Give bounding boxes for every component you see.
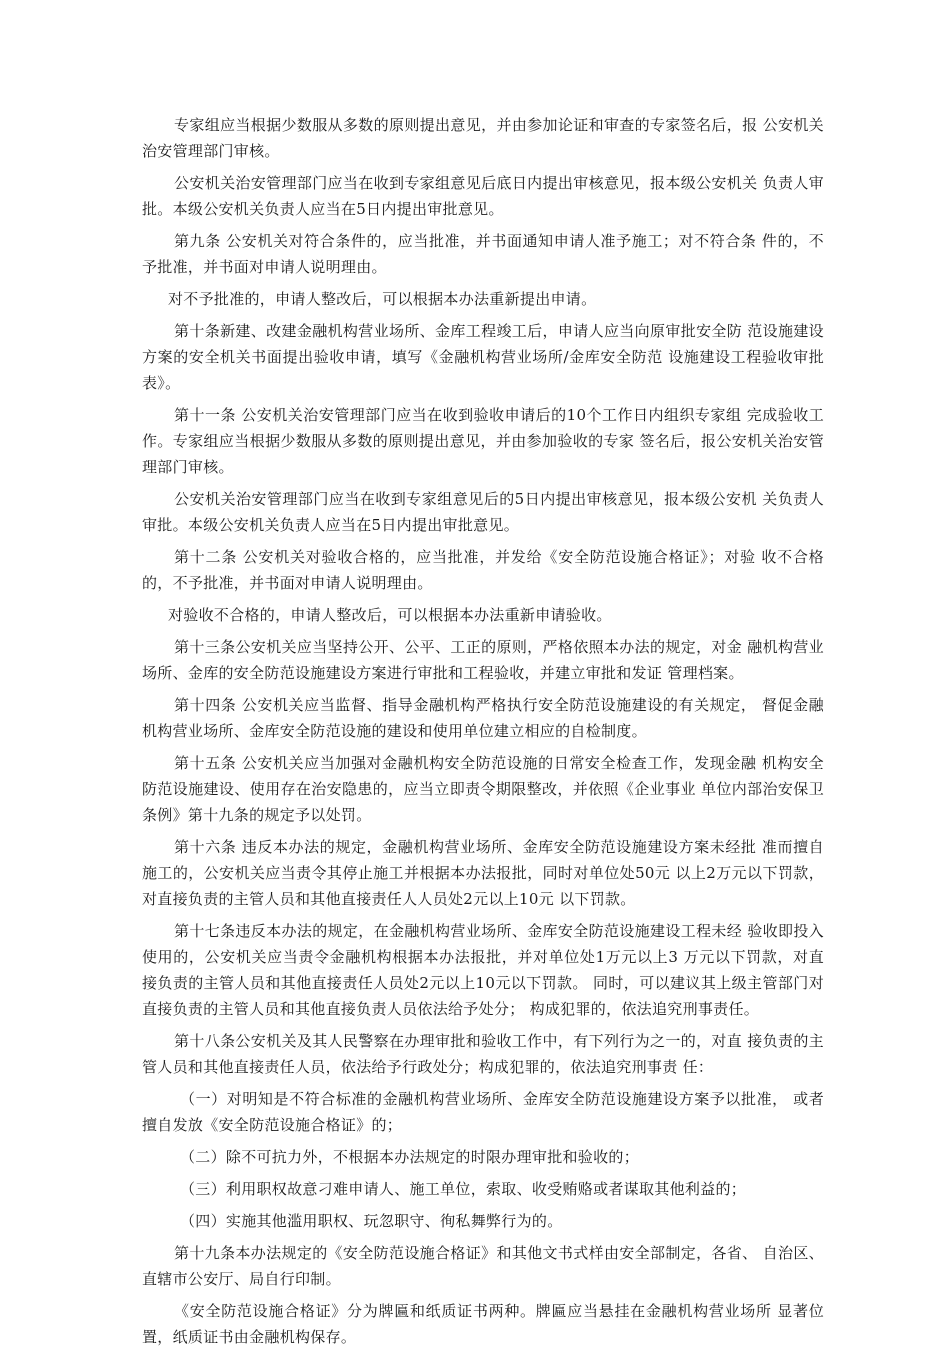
paragraph-article-19: 第十九条本办法规定的《安全防范设施合格证》和其他文书式样由安全部制定，各省、 自治区、直辖市公安厅、局自行印制。 [142,1244,824,1288]
list-item-2: （二）除不可抗力外，不根据本办法规定的时限办理审批和验收的； [180,1148,640,1166]
document-page [142,112,824,1356]
paragraph-article-9: 第九条 公安机关对符合条件的，应当批准，并书面通知申请人准予施工；对不符合条 件的，不予批准，并书面对申请人说明理由。 [142,232,824,276]
paragraph-article-15: 第十五条 公安机关应当加强对金融机构安全防范设施的日常安全检查工作，发现金融 机构安全防范设施建设、使用存在治安隐患的，应当立即责令期限整改，并依照《企业事业 单位内部治安保卫条例》第十九条的规定予以处罚。 [142,754,824,824]
paragraph-article-13: 第十三条公安机关应当坚持公开、公平、工正的原则，严格依照本办法的规定，对金 融机构营业场所、金库的安全防范设施建设方案进行审批和工程验收，并建立审批和发证 管理档案。 [142,638,824,682]
paragraph-reapply: 对不予批准的，申请人整改后，可以根据本办法重新提出申请。 [168,290,597,308]
paragraph-article-16: 第十六条 违反本办法的规定，金融机构营业场所、金库安全防范设施建设方案未经批 准而擅自施工的，公安机关应当责令其停止施工并根据本办法报批，同时对单位处50元 以上2万元以下罚款，对直接负责的主管人员和其他直接责任人人员处2元以上10元 以下罚款。 [142,838,824,908]
paragraph-article-12: 第十二条 公安机关对验收合格的，应当批准，并发给《安全防范设施合格证》；对验 收不合格的，不予批准，并书面对申请人说明理由。 [142,548,824,592]
paragraph-article-17: 第十七条违反本办法的规定，在金融机构营业场所、金库安全防范设施建设工程未经 验收即投入使用的，公安机关应当责令金融机构根据本办法报批，并对单位处1万元以上3 万元以下罚款，对直接负责的主管人员和其他直接责任人员处2元以上10元以下罚款。 同时，可以建议其上级主管部门对直接负责的主管人员和其他直接负责人员依法给予处分； 构成犯罪的，依法追究刑事责任。 [142,922,824,1018]
paragraph-expert-opinion: 专家组应当根据少数服从多数的原则提出意见，并由参加论证和审查的专家签名后，报 公安机关治安管理部门审核。 [142,116,824,160]
paragraph-certificate: 《安全防范设施合格证》分为牌匾和纸质证书两种。牌匾应当悬挂在金融机构营业场所 显著位置，纸质证书由金融机构保存。 [142,1302,824,1346]
paragraph-article-11: 第十一条 公安机关治安管理部门应当在收到验收申请后的10个工作日内组织专家组 完成验收工作。专家组应当根据少数服从多数的原则提出意见，并由参加验收的专家 签名后，报公安机关治安管理部门审核。 [142,406,824,476]
paragraph-article-18: 第十八条公安机关及其人民警察在办理审批和验收工作中，有下列行为之一的，对直 接负责的主管人员和其他直接责任人员，依法给予行政处分；构成犯罪的，依法追究刑事责 任： [142,1032,824,1076]
paragraph-article-10: 第十条新建、改建金融机构营业场所、金库工程竣工后，申请人应当向原审批安全防 范设施建设方案的安全机关书面提出验收申请，填写《金融机构营业场所/金库安全防范 设施建设工程验收审批表》。 [142,322,824,392]
paragraph-review-opinion: 公安机关治安管理部门应当在收到专家组意见后底日内提出审核意见，报本级公安机关 负责人审批。本级公安机关负责人应当在5日内提出审批意见。 [142,174,824,218]
paragraph-reacceptance: 对验收不合格的，申请人整改后，可以根据本办法重新申请验收。 [168,606,612,624]
list-item-4: （四）实施其他滥用职权、玩忽职守、徇私舞弊行为的。 [180,1212,563,1230]
paragraph-acceptance-review: 公安机关治安管理部门应当在收到专家组意见后的5日内提出审核意见，报本级公安机 关负责人审批。本级公安机关负责人应当在5日内提出审批意见。 [142,490,824,534]
list-item-3: （三）利用职权故意刁难申请人、施工单位，索取、收受贿赂或者谋取其他利益的； [180,1180,747,1198]
paragraph-article-14: 第十四条 公安机关应当监督、指导金融机构严格执行安全防范设施建设的有关规定， 督促金融机构营业场所、金库安全防范设施的建设和使用单位建立相应的自检制度。 [142,696,824,740]
list-item-1: （一）对明知是不符合标准的金融机构营业场所、金库安全防范设施建设方案予以批准， 或者擅自发放《安全防范设施合格证》的； [142,1090,824,1134]
